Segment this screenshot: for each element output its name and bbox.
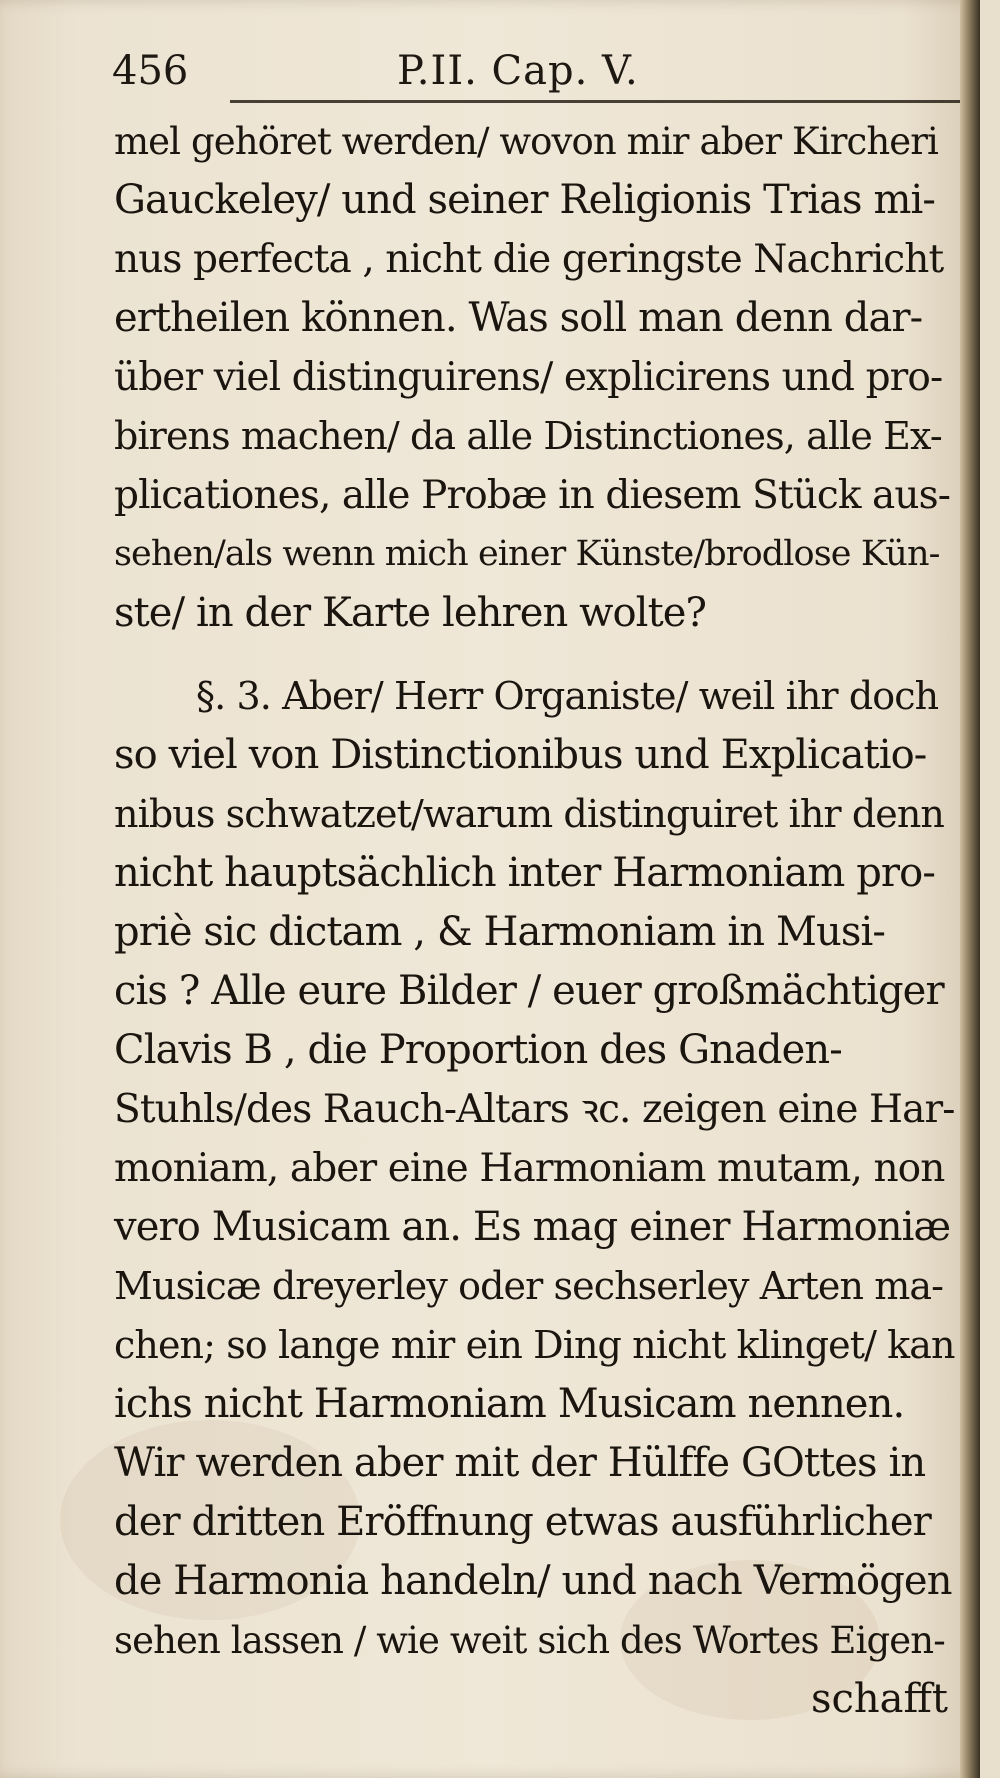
text-line: so viel von Distinctionibus und Explicatio- [114, 732, 927, 778]
text-line: Clavis B , die Proportion des Gnaden- [114, 1027, 842, 1073]
text-line: ertheilen können. Was soll man denn dar- [114, 295, 923, 341]
text-line: nus perfecta , nicht die geringste Nachricht [114, 237, 944, 282]
text-line: sehen lassen / wie weit sich des Wortes Eigen- [114, 1619, 945, 1662]
text-line: de Harmonia handeln/ und nach Vermögen [114, 1558, 952, 1604]
text-line: mel gehöret werden/ wovon mir aber Kircheri [114, 120, 938, 163]
running-head: P.II. Cap. V. [397, 48, 639, 94]
body-text [114, 112, 956, 1729]
text-line: über viel distinguirens/ explicirens und pro- [114, 355, 943, 400]
text-line: sehen/als wenn mich einer Künste/brodlose Kün- [114, 534, 940, 574]
catchword: schafft [810, 1676, 948, 1722]
paragraph-gap [114, 643, 956, 667]
page-number: 456 [112, 48, 189, 94]
text-line: ste/ in der Karte lehren wolte? [114, 590, 707, 636]
header-rule [230, 100, 970, 103]
text-line: ichs nicht Harmoniam Musicam nennen. [114, 1381, 905, 1427]
text-line: Stuhls/des Rauch-Altars ꝛc. zeigen eine Har- [114, 1087, 955, 1132]
page-header [112, 48, 962, 98]
text-line: plicationes, alle Probæ in diesem Stück aus- [114, 473, 951, 518]
text-line: priè sic dictam , & Harmoniam in Musi- [114, 909, 885, 955]
text-line: moniam, aber eine Harmoniam mutam, non [114, 1146, 945, 1191]
text-line: vero Musicam an. Es mag einer Harmoniæ [114, 1204, 951, 1250]
text-line: cis ? Alle eure Bilder / euer großmächtiger [114, 968, 944, 1014]
text-line: chen; so lange mir ein Ding nicht klinget/ kan [114, 1323, 955, 1367]
text-line: nibus schwatzet/warum distinguiret ihr denn [114, 792, 944, 836]
page-edge [960, 0, 980, 1778]
text-line: §. 3. Aber/ Herr Organiste/ weil ihr doch [196, 674, 939, 718]
text-line: Wir werden aber mit der Hülffe GOttes in [114, 1440, 926, 1486]
text-line: Musicæ dreyerley oder sechserley Arten ma- [114, 1264, 944, 1308]
text-line: nicht hauptsächlich inter Harmoniam pro- [114, 850, 935, 896]
text-line: birens machen/ da alle Distinctiones, alle Ex- [114, 414, 942, 458]
text-line: Gauckeley/ und seiner Religionis Trias mi- [114, 177, 936, 223]
text-line: der dritten Eröffnung etwas ausführlicher [114, 1499, 931, 1545]
